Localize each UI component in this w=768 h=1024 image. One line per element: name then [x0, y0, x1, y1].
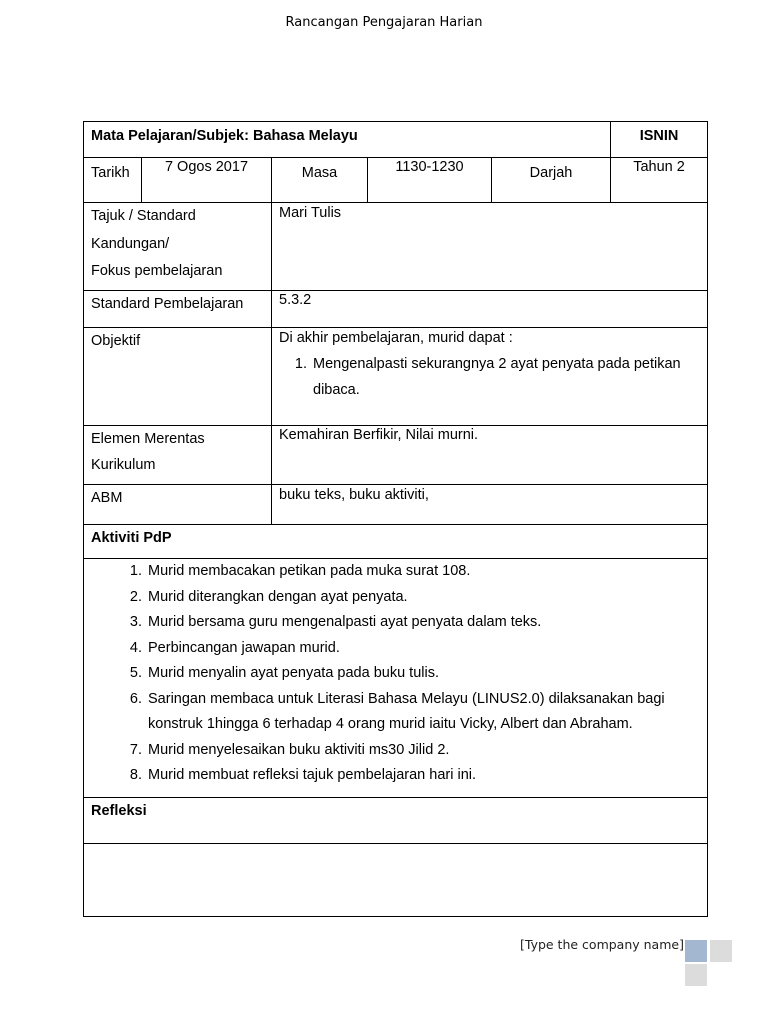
abm-label: ABM [84, 485, 272, 525]
objektif-item: 1. Mengenalpasti sekurangnya 2 ayat penyata pada petikan dibaca. [311, 352, 700, 403]
footer-square-light [710, 940, 732, 962]
aktiviti-list-row [84, 559, 708, 798]
refleksi-heading-row [84, 798, 708, 844]
refleksi-heading: Refleksi [84, 798, 708, 844]
subject-label: Mata Pelajaran/Subjek: Bahasa Melayu [84, 122, 611, 158]
tajuk-label-line1: Tajuk / Standard [91, 208, 196, 224]
objektif-row [84, 328, 708, 426]
date-row [84, 158, 708, 203]
aktiviti-heading: Aktiviti PdP [84, 525, 708, 559]
abm-value: buku teks, buku aktiviti, [272, 485, 708, 525]
elemen-label [84, 426, 272, 485]
elemen-label-line2: Kurikulum [91, 457, 156, 473]
objektif-list [279, 352, 700, 403]
tarikh-label: Tarikh [84, 158, 142, 203]
aktiviti-item: 5. Murid menyalin ayat penyata pada buku tulis. [146, 661, 700, 687]
objektif-intro: Di akhir pembelajaran, murid dapat : [279, 330, 513, 346]
masa-label: Masa [272, 158, 368, 203]
aktiviti-list-cell [84, 559, 708, 798]
tajuk-label-line3: Fokus pembelajaran [91, 263, 223, 279]
masa-value: 1130-1230 [368, 158, 492, 203]
lesson-plan-table [83, 121, 708, 917]
aktiviti-item: 3. Murid bersama guru mengenalpasti ayat penyata dalam teks. [146, 610, 700, 636]
elemen-label-line1: Elemen Merentas [91, 431, 205, 447]
page-header: Rancangan Pengajaran Harian [285, 15, 483, 30]
standard-value: 5.3.2 [272, 291, 708, 328]
aktiviti-item: 4. Perbincangan jawapan murid. [146, 636, 700, 662]
elemen-row [84, 426, 708, 485]
footer-square-dark [685, 940, 707, 962]
aktiviti-item: 2. Murid diterangkan dengan ayat penyata. [146, 585, 700, 611]
aktiviti-item: 1. Murid membacakan petikan pada muka surat 108. [146, 559, 700, 585]
aktiviti-item: 7. Murid menyelesaikan buku aktiviti ms30 Jilid 2. [146, 738, 700, 764]
aktiviti-item: 8. Murid membuat refleksi tajuk pembelajaran hari ini. [146, 763, 700, 789]
aktiviti-list [91, 559, 700, 789]
subject-row [84, 122, 708, 158]
abm-row [84, 485, 708, 525]
elemen-value: Kemahiran Berfikir, Nilai murni. [272, 426, 708, 485]
darjah-label: Darjah [492, 158, 611, 203]
refleksi-content-row [84, 844, 708, 917]
objektif-content [272, 328, 708, 426]
tajuk-label-line2: Kandungan/ [91, 235, 170, 252]
tarikh-value: 7 Ogos 2017 [142, 158, 272, 203]
standard-row [84, 291, 708, 328]
tajuk-row [84, 203, 708, 291]
day-cell: ISNIN [611, 122, 708, 158]
objektif-label: Objektif [84, 328, 272, 426]
company-name-placeholder[interactable]: [Type the company name] [520, 937, 684, 952]
refleksi-content [84, 844, 708, 917]
tajuk-label [84, 203, 272, 291]
darjah-value: Tahun 2 [611, 158, 708, 203]
aktiviti-item: 6. Saringan membaca untuk Literasi Bahasa Melayu (LINUS2.0) dilaksanakan bagi konstruk 1hingga 6 terhadap 4 orang murid iaitu Vicky, Albert dan Abraham. [146, 687, 700, 738]
aktiviti-heading-row [84, 525, 708, 559]
tajuk-value: Mari Tulis [272, 203, 708, 291]
standard-label: Standard Pembelajaran [84, 291, 272, 328]
footer-square-light-lower [685, 964, 707, 986]
